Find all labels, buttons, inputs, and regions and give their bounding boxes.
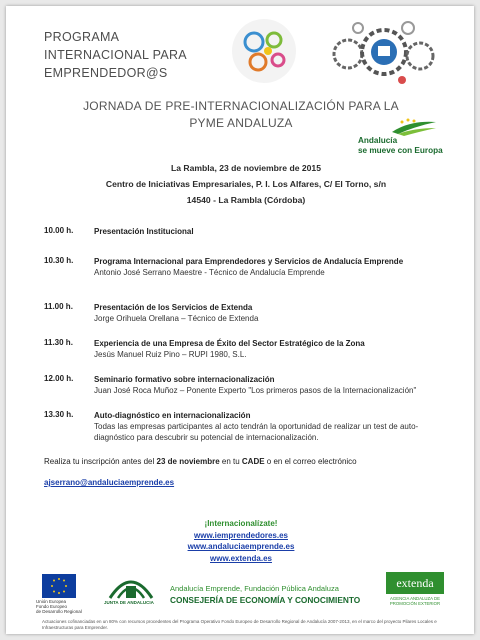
eu-label-2: Fondo Europeo — [36, 604, 68, 609]
slogan: ¡Internacionalízate! — [204, 519, 278, 528]
link-andaluciaemprende[interactable]: www.andaluciaemprende.es — [187, 542, 295, 551]
register-deadline: 23 de noviembre — [156, 457, 220, 466]
agenda-title: Presentación Institucional — [94, 227, 194, 236]
se-mueve-label: se mueve con Europa — [358, 146, 443, 155]
funding-footnote: Actuaciones cofinanciadas en un 80% con recursos procedentes del Programa Operativo Fondo Europeo de Desarrollo Regional de Andalucía 2007-2013, en el marco del proyecto Pilares Locales e Infraestructuras para Emprender. — [42, 619, 437, 630]
register-text-3: o en el correo electrónico — [264, 457, 357, 466]
event-date: La Rambla, 23 de noviembre de 2015 — [171, 163, 321, 173]
registration-text — [44, 456, 442, 467]
agenda-time: 10.00 h. — [44, 226, 74, 235]
andalucia-label: Andalucía — [358, 136, 398, 145]
consejeria-label: CONSEJERÍA DE ECONOMÍA Y CONOCIMIENTO — [170, 595, 361, 605]
jornada-line-1: JORNADA DE PRE-INTERNACIONALIZACIÓN PARA LA — [83, 99, 399, 113]
eu-label — [36, 599, 86, 614]
programa-line-2: INTERNACIONAL PARA — [44, 48, 187, 62]
links-block — [146, 518, 336, 564]
extenda-sublabel-1: AGENCIA ANDALUZA DE — [390, 596, 440, 601]
jornada-line-2: PYME ANDALUZA — [189, 116, 293, 130]
junta-andalucia-logo-icon — [104, 570, 158, 602]
event-city: 14540 - La Rambla (Córdoba) — [186, 195, 306, 205]
programa-title — [44, 28, 187, 82]
eu-label-1: Unión Europea — [36, 599, 67, 604]
agenda-time: 11.00 h. — [44, 302, 73, 311]
agenda-title: Experiencia de una Empresa de Éxito del Sector Estratégico de la Zona — [94, 339, 365, 348]
junta-label: JUNTA DE ANDALUCIA — [104, 600, 154, 605]
agenda-speaker: Todas las empresas participantes al acto tendrán la oportunidad de realizar un test de auto-diagnóstico para descubrir su potencial de internacionalización. — [94, 422, 419, 442]
programa-line-1: PROGRAMA — [44, 30, 120, 44]
agenda-title: Programa Internacional para Emprendedores y Servicios de Andalucía Emprende — [94, 257, 404, 266]
register-text-1: Realiza tu inscripción antes del — [44, 457, 157, 466]
register-text-2: en tu — [219, 457, 242, 466]
link-extenda[interactable]: www.extenda.es — [210, 553, 272, 563]
agenda-time: 13.30 h. — [44, 410, 74, 419]
extenda-sublabel — [382, 596, 448, 606]
gears-logo-icon — [228, 16, 300, 86]
contact-email-link[interactable]: ajserrano@andaluciaemprende.es — [44, 478, 175, 487]
eu-flag-icon — [42, 574, 76, 598]
programa-line-3: EMPRENDEDOR@S — [44, 66, 168, 80]
agenda-speaker: Antonio José Serrano Maestre - Técnico de Andalucía Emprende — [94, 268, 325, 277]
agenda-title: Auto-diagnóstico en internacionalización — [94, 411, 251, 420]
flyer-page — [6, 6, 474, 634]
extenda-logo: extenda — [386, 572, 444, 594]
agenda-time: 12.00 h. — [44, 374, 74, 383]
agenda-speaker: Jesús Manuel Ruiz Pino – RUPI 1980, S.L. — [94, 350, 247, 359]
link-iemprendedores[interactable]: www.iemprendedores.es — [194, 530, 288, 540]
agenda-speaker: Jorge Orihuela Orellana – Técnico de Extenda — [94, 314, 259, 323]
andalucia-emprende-label: Andalucía Emprende, Fundación Pública Andaluza — [170, 584, 339, 593]
venue-info — [46, 160, 446, 208]
extenda-sublabel-2: PROMOCIÓN EXTERIOR — [389, 601, 441, 606]
agenda-title: Presentación de los Servicios de Extenda — [94, 303, 253, 312]
agenda-time: 11.30 h. — [44, 338, 73, 347]
agenda-speaker: Juan José Roca Muñoz – Ponente Experto "Los primeros pasos de la Internacionalización" — [94, 386, 417, 395]
andalucia-europa-logo — [358, 118, 443, 160]
eu-label-3: de Desarrollo Regional — [36, 609, 82, 614]
andalucia-stars-icon — [358, 118, 438, 136]
agenda-title: Seminario formativo sobre internacionalización — [94, 375, 275, 384]
event-place: Centro de Iniciativas Empresariales, P. I. Los Alfares, C/ El Torno, s/n — [105, 179, 387, 189]
international-gears-icon — [328, 16, 440, 88]
sponsor-logos — [6, 566, 474, 616]
agenda-time: 10.30 h. — [44, 256, 74, 265]
register-cade: CADE — [241, 457, 265, 466]
